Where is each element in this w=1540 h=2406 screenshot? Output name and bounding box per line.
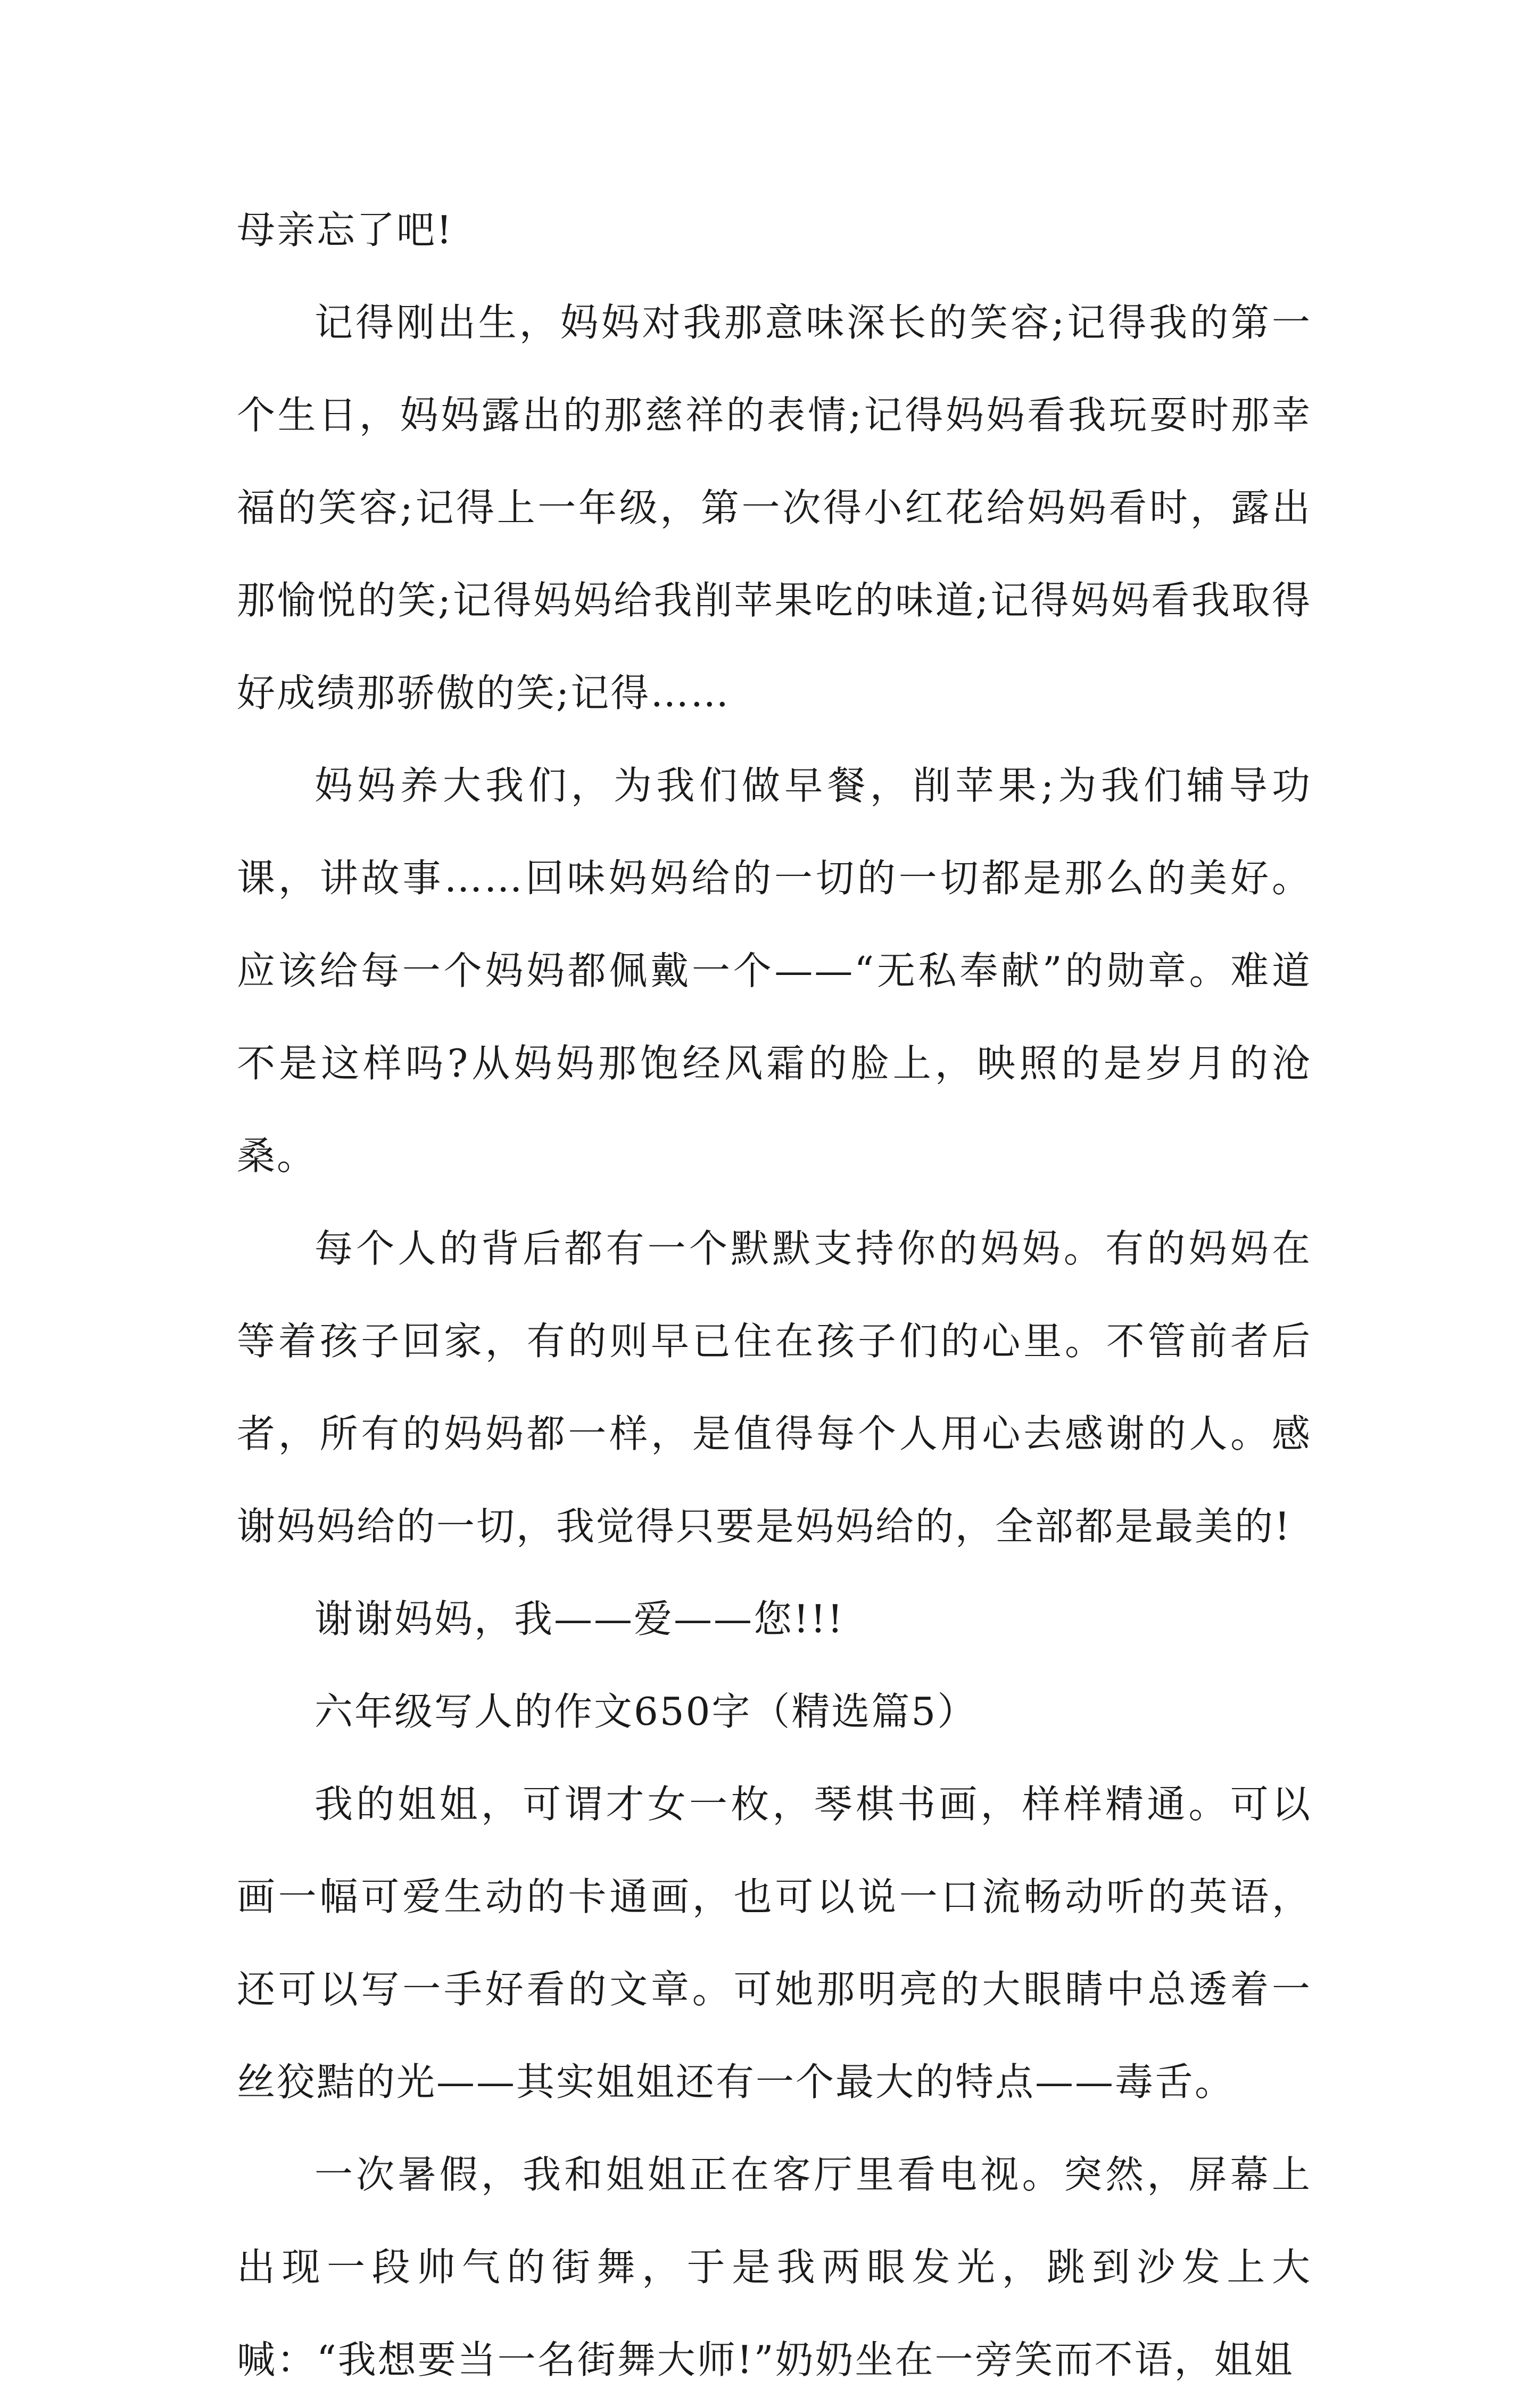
paragraph-every-mother: 每个人的背后都有一个默默支持你的妈妈。有的妈妈在等着孩子回家，有的则早已住在孩子们的心里。不管前者后者，所有的妈妈都一样，是值得每个人用心去感谢的人。感谢妈妈给的一切，我觉得只要是妈妈给的，全部都是最美的! (237, 1226, 1312, 1549)
paragraph-continuation: 母亲忘了吧! (237, 208, 453, 252)
paragraph-mother-care: 妈妈养大我们，为我们做早餐，削苹果;为我们辅导功课，讲故事……回味妈妈给的一切的一切都是那么的美好。应该给每一个妈妈都佩戴一个——“无私奉献”的勋章。难道不是这样吗?从妈妈那饱经风霜的脸上，映照的是岁月的沧桑。 (237, 763, 1312, 1178)
paragraph-summer: 一次暑假，我和姐姐正在客厅里看电视。突然，屏幕上出现一段帅气的街舞，于是我两眼发光，跳到沙发上大喊：“我想要当一名街舞大师!”奶奶坐在一旁笑而不语，姐姐 (237, 2152, 1312, 2382)
paragraph-sister: 我的姐姐，可谓才女一枚，琴棋书画，样样精通。可以画一幅可爱生动的卡通画，也可以说一口流畅动听的英语，还可以写一手好看的文章。可她那明亮的大眼睛中总透着一丝狡黠的光——其实姐姐还有一个最大的特点——毒舌。 (237, 1782, 1312, 2104)
paragraph-thanks: 谢谢妈妈，我——爱——您!!! (314, 1597, 844, 1641)
section-heading: 六年级写人的作文650字（精选篇5） (314, 1689, 978, 1734)
document-body (237, 184, 1312, 2406)
paragraph-memories: 记得刚出生，妈妈对我那意味深长的笑容;记得我的第一个生日，妈妈露出的那慈祥的表情;记得妈妈看我玩耍时那幸福的笑容;记得上一年级，第一次得小红花给妈妈看时，露出那愉悦的笑;记得妈妈给我削苹果吃的味道;记得妈妈看我取得好成绩那骄傲的笑;记得…… (237, 300, 1312, 715)
